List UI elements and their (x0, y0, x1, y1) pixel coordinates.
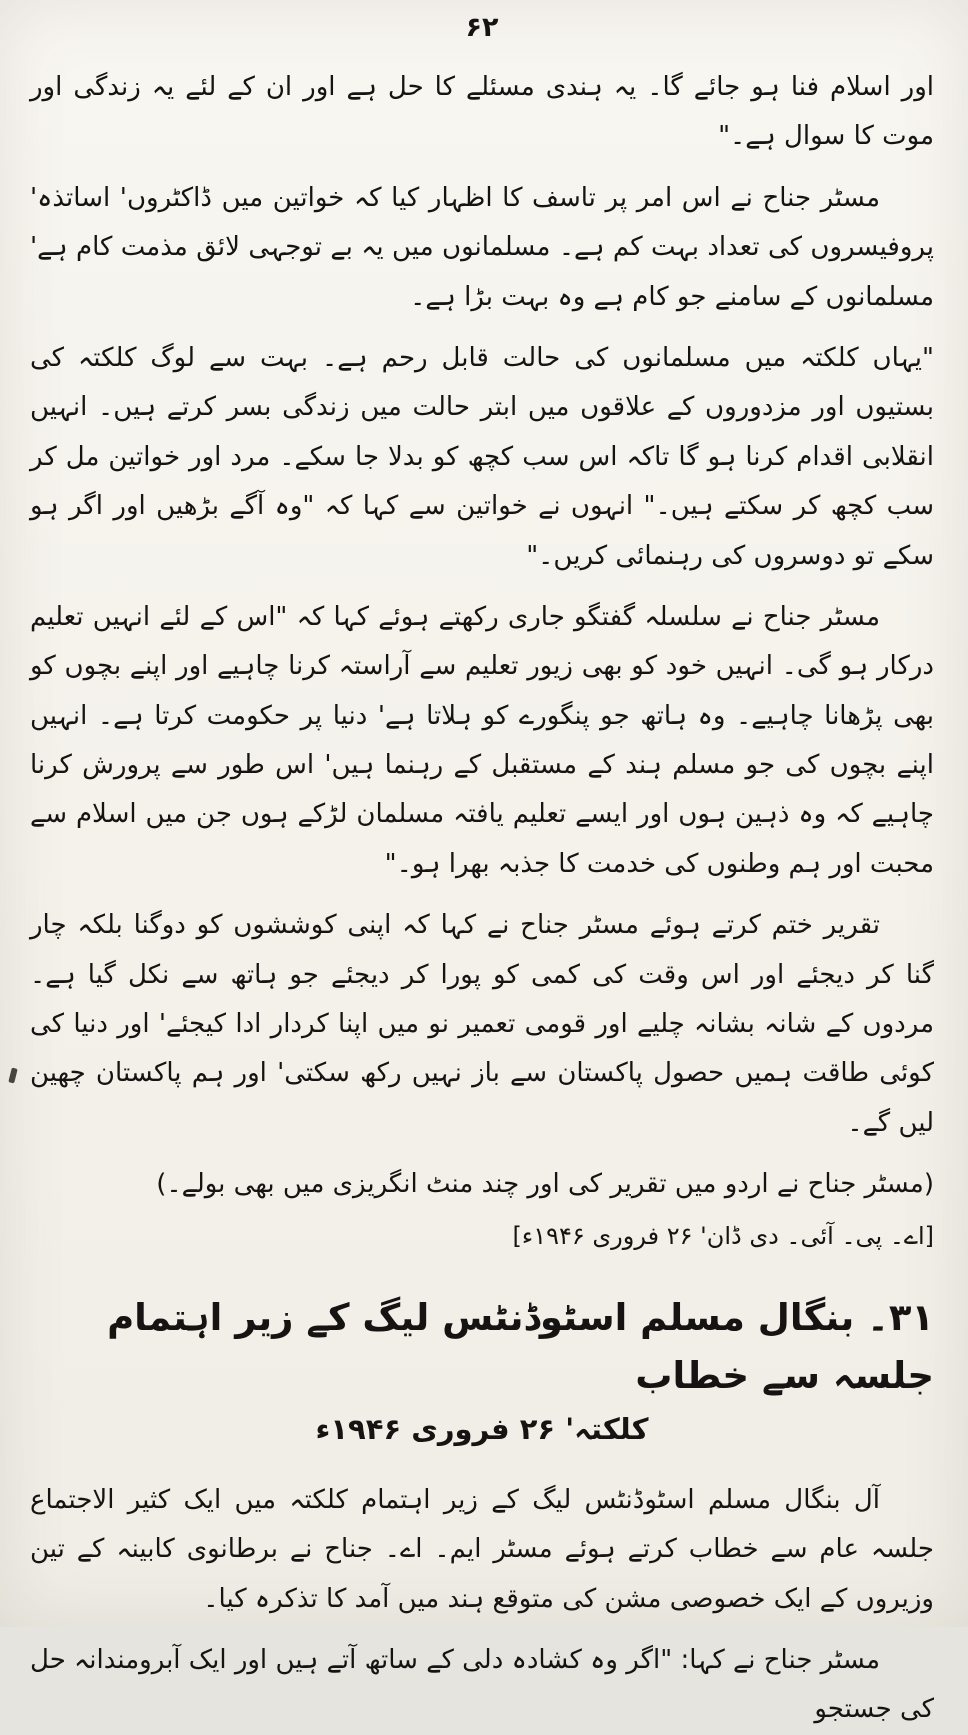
body-paragraph: آل بنگال مسلم اسٹوڈنٹس لیگ کے زیر اہتمام کلکتہ میں ایک کثیر الاجتماع جلسہ عام سے خطاب کرتے ہوئے مسٹر ایم۔ اے۔ جناح نے برطانوی کابینہ کے تین وزیروں کے ایک خصوصی مشن کی متوقع ہند میں آمد کا تذکرہ کیا۔ (30, 1484, 934, 1614)
scan-artifact-mark (8, 1067, 17, 1083)
body-paragraph-quote: "یہاں کلکتہ میں مسلمانوں کی حالت قابل رحم ہے۔ بہت سے لوگ کلکتہ کی بستیوں اور مزدوروں کے علاقوں میں ابتر حالت میں زندگی بسر کرتے ہیں۔ انہیں انقلابی اقدام کرنا ہو گا تاکہ اس سب کچھ کو بدلا جا سکے۔ مرد اور خواتین مل کر سب کچھ کر سکتے ہیں۔" انہوں نے خواتین سے کہا کہ "وہ آگے بڑھیں اور اگر ہو سکے تو دوسروں کی رہنمائی کریں۔" (30, 342, 934, 571)
body-paragraph-continuation-bottom: مسٹر جناح نے کہا: "اگر وہ کشادہ دلی کے ساتھ آتے ہیں اور ایک آبرومندانہ حل کی جستجو (30, 1645, 934, 1725)
parenthetical-note: (مسٹر جناح نے اردو میں تقریر کی اور چند منٹ انگریزی میں بھی بولے۔) (156, 1169, 934, 1200)
source-reference: [اے۔ پی۔ آئی۔ دی ڈان' ۲۶ فروری ۱۹۴۶ء] (512, 1221, 934, 1250)
body-paragraph: مسٹر جناح نے اس امر پر تاسف کا اظہار کیا کہ خواتین میں ڈاکٹروں' اساتذہ' پروفیسروں کی تعداد بہت کم ہے۔ مسلمانوں میں یہ بے توجہی لائق مذمت کام ہے' مسلمانوں کے سامنے جو کام ہے وہ بہت بڑا ہے۔ (30, 182, 934, 312)
section-subheading-date: کلکتہ' ۲۶ فروری ۱۹۴۶ء (315, 1411, 649, 1446)
body-paragraph: تقریر ختم کرتے ہوئے مسٹر جناح نے کہا کہ اپنی کوششوں کو دوگنا بلکہ چار گنا کر دیجئے اور اس وقت کی کمی کو پورا کر دیجئے جو ہاتھ سے نکل گیا ہے۔ مردوں کے شانہ بشانہ چلیے اور قومی تعمیر نو میں اپنا کردار ادا کیجئے' اور دنیا کی کوئی طاقت ہمیں حصول پاکستان سے باز نہیں رکھ سکتی' اور ہم پاکستان چھین لیں گے۔ (30, 910, 934, 1138)
body-paragraph: مسٹر جناح نے سلسلہ گفتگو جاری رکھتے ہوئے کہا کہ "اس کے لئے انہیں تعلیم درکار ہو گی۔ انہیں خود کو بھی زیور تعلیم سے آراستہ کرنا چاہیے اور اپنے بچوں کو بھی پڑھانا چاہیے۔ وہ ہاتھ جو پنگورے کو ہلاتا ہے' دنیا پر حکومت کرتا ہے۔ انہیں اپنے بچوں کی جو مسلم ہند کے مستقبل کے رہنما ہیں' اس طور سے پرورش کرنا چاہیے کہ وہ ذہین ہوں اور ایسے تعلیم یافتہ مسلمان لڑکے ہوں جن میں اسلام سے محبت اور ہم وطنوں کی خدمت کا جذبہ بھرا ہو۔" (30, 601, 934, 879)
page-number: ۶۲ (465, 12, 499, 43)
body-paragraph-continuation: اور اسلام فنا ہو جائے گا۔ یہ ہندی مسئلے کا حل ہے اور ان کے لئے یہ زندگی اور موت کا سوال ہے۔" (30, 72, 934, 152)
section-heading: ۳۱۔ بنگال مسلم اسٹوڈنٹس لیگ کے زیر اہتمام جلسہ سے خطاب (107, 1296, 934, 1397)
